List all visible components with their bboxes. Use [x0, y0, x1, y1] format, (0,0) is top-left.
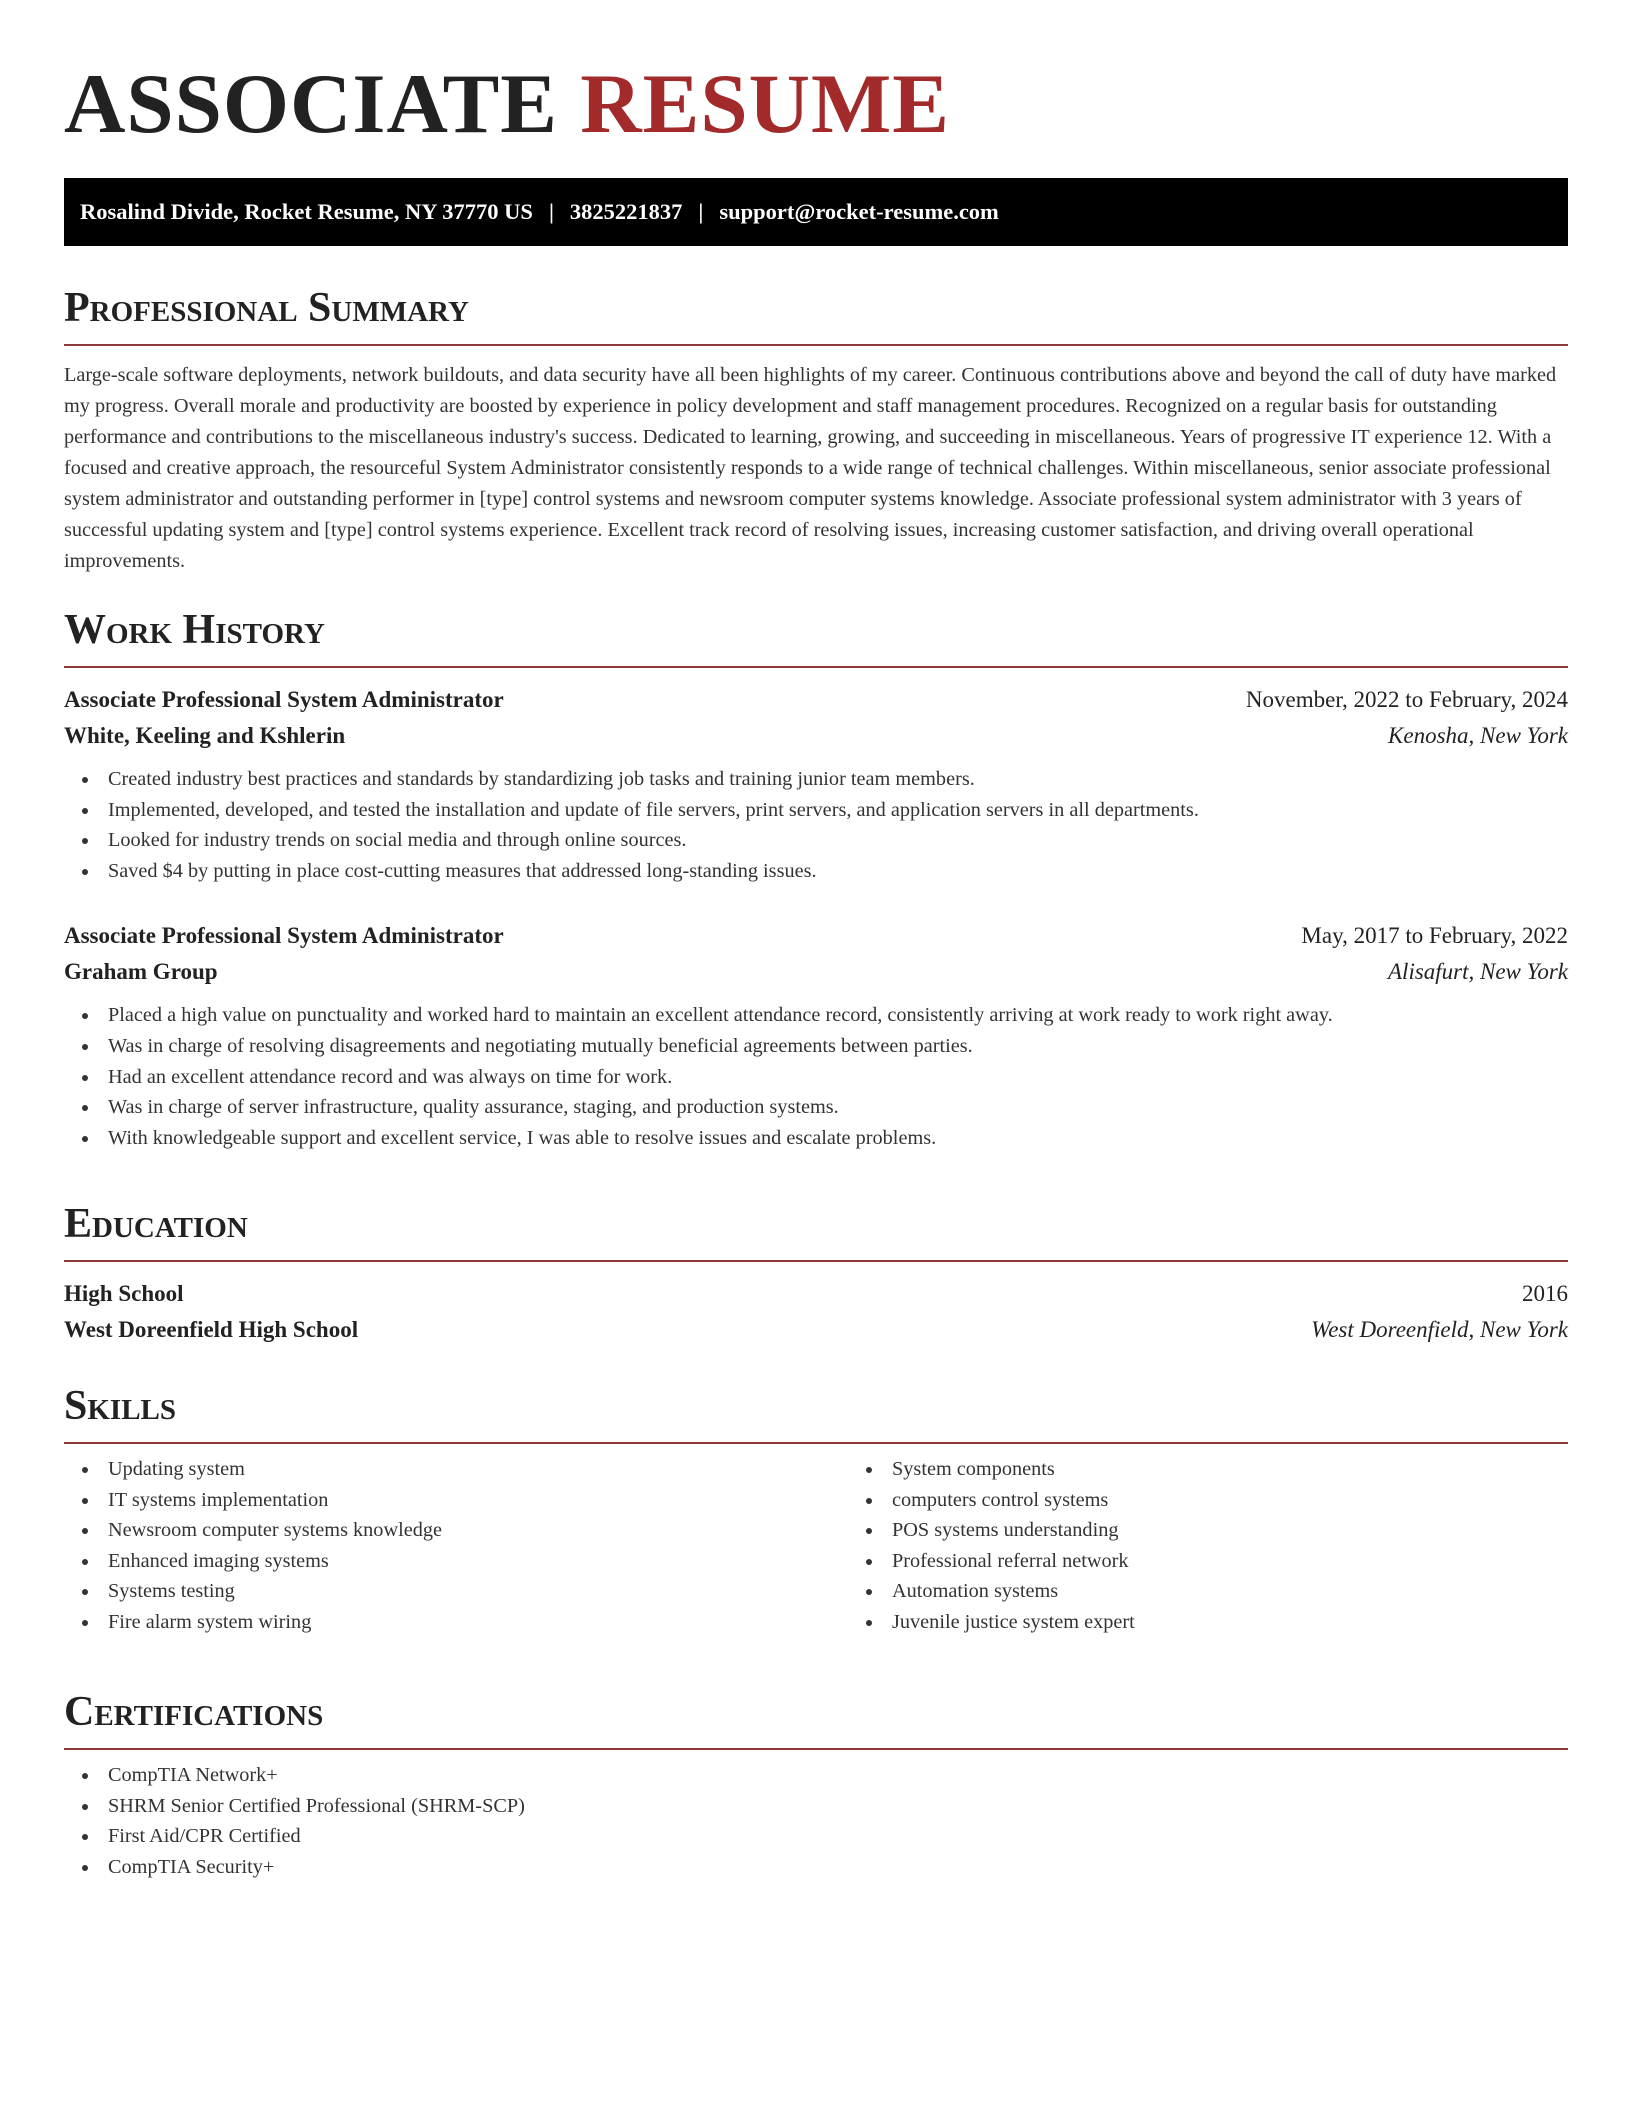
contact-bar [64, 178, 1568, 246]
job-bullet: With knowledgeable support and excellent service, I was able to resolve issues and escalate problems. [108, 1123, 1568, 1154]
summary-heading: Professional Summary [64, 282, 1568, 346]
certification-item: First Aid/CPR Certified [108, 1821, 1568, 1852]
summary-section [64, 282, 1568, 577]
job-dates: May, 2017 to February, 2022 [1301, 923, 1568, 949]
job-bullets [64, 1000, 1568, 1153]
contact-separator: | [548, 199, 554, 224]
certification-item: SHRM Senior Certified Professional (SHRM-SCP) [108, 1791, 1568, 1822]
title-main: ASSOCIATE [64, 57, 558, 151]
skill-item: Enhanced imaging systems [108, 1546, 848, 1577]
contact-phone: 3825221837 [569, 199, 683, 224]
job-bullet: Saved $4 by putting in place cost-cutting measures that addressed long-standing issues. [108, 856, 1568, 887]
title-accent: RESUME [580, 57, 950, 151]
certifications-heading: Certifications [64, 1686, 1568, 1750]
job-bullet: Looked for industry trends on social media and through online sources. [108, 825, 1568, 856]
education-degree-row [64, 1276, 1568, 1312]
education-degree: High School [64, 1281, 184, 1306]
job-dates: November, 2022 to February, 2024 [1245, 687, 1568, 712]
summary-text: Large-scale software deployments, network buildouts, and data security have all been highlights of my career. Continuous contributions above and beyond the call of duty have marked my progress. Overall morale and productivity are boosted by experience in policy development and staff management procedures. Recognized on a regular basis for outstanding performance and contributions to the miscellaneous industry's success. Dedicated to learning, growing, and succeeding in miscellaneous. Years of progressive IT experience 12. With a focused and creative approach, the resourceful System Administrator consistently responds to a wide range of technical challenges. Within miscellaneous, senior associate professional system administrator and outstanding performer in [type] control systems and newsroom computer systems knowledge. Associate professional system administrator with 3 years of successful updating system and [type] control systems experience. Excellent track record of resolving issues, increasing customer satisfaction, and driving overall operational improvements. [64, 364, 1557, 572]
education-heading: Education [64, 1198, 1568, 1262]
job-title-row [64, 918, 1568, 954]
job-title-row [64, 682, 1568, 718]
job-bullet: Implemented, developed, and tested the installation and update of file servers, print servers, and application servers in all departments. [108, 795, 1568, 826]
job-entry [64, 682, 1568, 886]
job-title: Associate Professional System Administrator [64, 923, 504, 949]
skill-item: computers control systems [892, 1485, 1568, 1516]
skill-item: POS systems understanding [892, 1515, 1568, 1546]
job-bullet: Placed a high value on punctuality and worked hard to maintain an excellent attendance record, consistently arriving at work ready to work right away. [108, 1000, 1568, 1031]
skill-item: Systems testing [108, 1576, 848, 1607]
skills-column-left [64, 1454, 848, 1638]
job-bullet: Was in charge of server infrastructure, quality assurance, staging, and production systems. [108, 1092, 1568, 1123]
contact-address: Rosalind Divide, Rocket Resume, NY 37770 US [80, 199, 533, 224]
education-section [64, 1198, 1568, 1348]
skill-item: Professional referral network [892, 1546, 1568, 1577]
skill-item: Automation systems [892, 1576, 1568, 1607]
job-bullet: Had an excellent attendance record and was always on time for work. [108, 1062, 1568, 1093]
contact-separator: | [698, 199, 704, 224]
education-school: West Doreenfield High School [64, 1317, 359, 1342]
work-history-section [64, 604, 1568, 1153]
resume-title [64, 56, 1568, 152]
skill-item: Updating system [108, 1454, 848, 1485]
skill-item: IT systems implementation [108, 1485, 848, 1516]
job-bullet: Created industry best practices and standards by standardizing job tasks and training junior team members. [108, 764, 1568, 795]
job-company-row [64, 718, 1568, 754]
education-school-row [64, 1312, 1568, 1348]
skill-item: System components [892, 1454, 1568, 1485]
certifications-section [64, 1686, 1568, 1882]
resume-page [64, 0, 1568, 1878]
job-location: Alisafurt, New York [1388, 959, 1568, 985]
job-company: Graham Group [64, 959, 218, 985]
skill-item: Juvenile justice system expert [892, 1607, 1568, 1638]
work-history-heading: Work History [64, 604, 1568, 668]
certification-item: CompTIA Network+ [108, 1760, 1568, 1791]
job-company-row [64, 954, 1568, 990]
education-location: West Doreenfield, New York [1311, 1317, 1568, 1342]
skills-heading: Skills [64, 1380, 1568, 1444]
job-company: White, Keeling and Kshlerin [64, 723, 346, 748]
education-year: 2016 [1522, 1281, 1568, 1306]
skill-item: Newsroom computer systems knowledge [108, 1515, 848, 1546]
skills-section [64, 1380, 1568, 1638]
contact-email: support@rocket-resume.com [719, 199, 999, 224]
skill-item: Fire alarm system wiring [108, 1607, 848, 1638]
job-bullet: Was in charge of resolving disagreements and negotiating mutually beneficial agreements between parties. [108, 1031, 1568, 1062]
job-title: Associate Professional System Administrator [64, 687, 504, 712]
skills-column-right [848, 1454, 1568, 1638]
job-bullets [64, 764, 1568, 886]
certification-item: CompTIA Security+ [108, 1852, 1568, 1883]
job-location: Kenosha, New York [1388, 723, 1568, 748]
job-entry [64, 918, 1568, 1153]
certifications-list [64, 1760, 1568, 1882]
skills-grid [64, 1454, 1568, 1638]
